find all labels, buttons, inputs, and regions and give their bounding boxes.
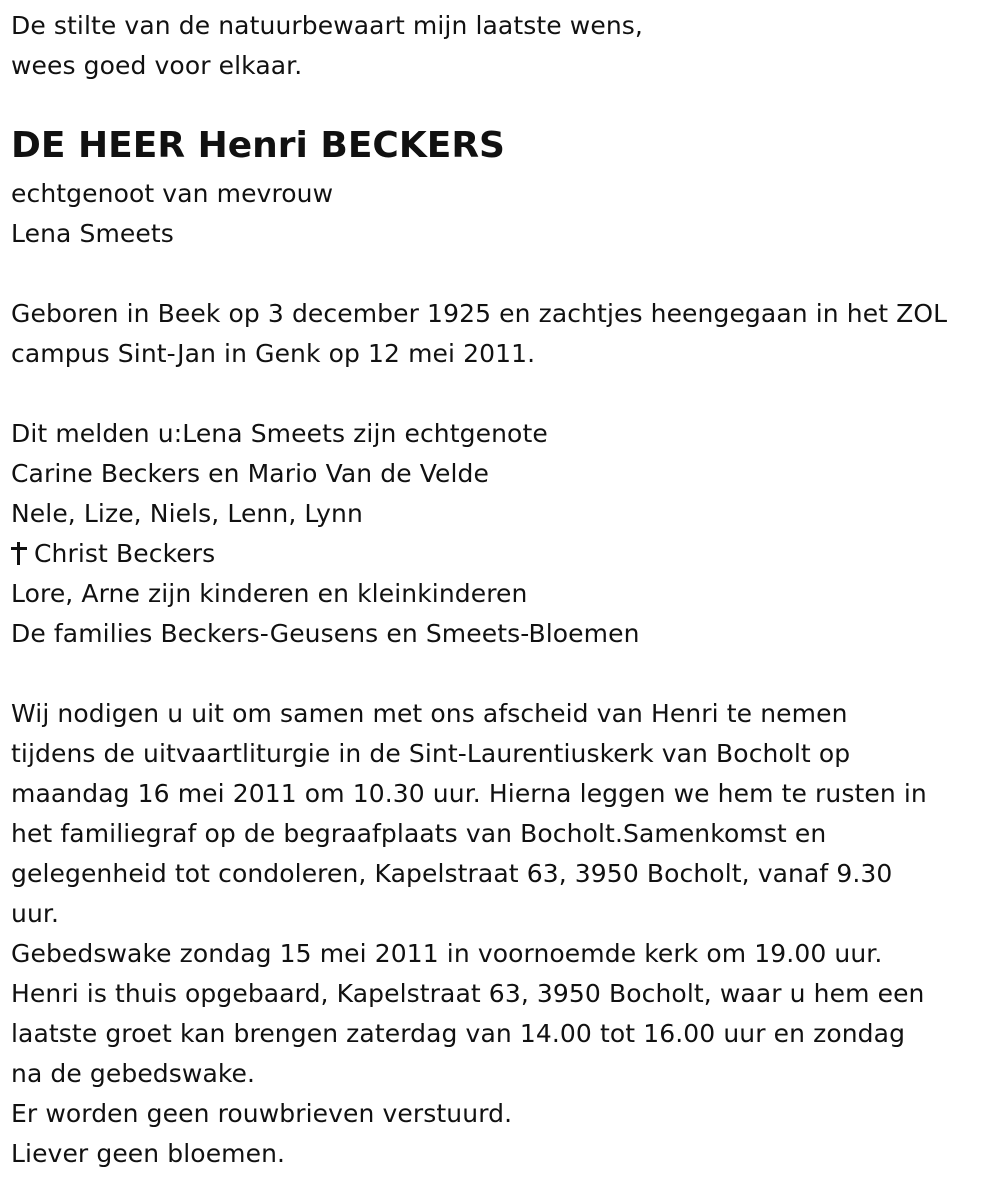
family-line: Nele, Lize, Niels, Lenn, Lynn bbox=[11, 499, 363, 528]
family-line-deceased bbox=[11, 534, 640, 574]
birth-line: Geboren in Beek op 3 december 1925 en zachtjes heengegaan in het ZOL bbox=[11, 299, 948, 328]
birth-death-info bbox=[11, 294, 947, 374]
family-line: Dit melden u:Lena Smeets zijn echtgenote bbox=[11, 419, 548, 448]
opening-quote bbox=[11, 6, 643, 86]
birth-line: campus Sint-Jan in Genk op 12 mei 2011. bbox=[11, 339, 536, 368]
spouse-line: echtgenoot van mevrouw bbox=[11, 179, 334, 208]
invitation-line: Er worden geen rouwbrieven verstuurd. bbox=[11, 1099, 513, 1128]
spouse-name: Lena Smeets bbox=[11, 219, 174, 248]
deceased-name: DE HEER Henri BECKERS bbox=[11, 125, 505, 166]
invitation-line: na de gebedswake. bbox=[11, 1059, 256, 1088]
family-line: Carine Beckers en Mario Van de Velde bbox=[11, 459, 490, 488]
invitation-line: laatste groet kan brengen zaterdag van 14.00 tot 16.00 uur en zondag bbox=[11, 1019, 906, 1048]
invitation-line: tijdens de uitvaartliturgie in de Sint-Laurentiuskerk van Bocholt op bbox=[11, 739, 851, 768]
quote-line: De stilte van de natuurbewaart mijn laatste wens, bbox=[11, 11, 643, 40]
invitation-line: Wij nodigen u uit om samen met ons afscheid van Henri te nemen bbox=[11, 699, 848, 728]
invitation-line: Liever geen bloemen. bbox=[11, 1139, 286, 1168]
invitation-line: Gebedswake zondag 15 mei 2011 in voornoemde kerk om 19.00 uur. bbox=[11, 939, 883, 968]
deceased-relative-name: Christ Beckers bbox=[34, 539, 216, 568]
invitation-line: maandag 16 mei 2011 om 10.30 uur. Hierna leggen we hem te rusten in bbox=[11, 779, 927, 808]
funeral-invitation bbox=[11, 694, 927, 1174]
cross-icon bbox=[11, 541, 27, 565]
invitation-line: gelegenheid tot condoleren, Kapelstraat 63, 3950 Bocholt, vanaf 9.30 bbox=[11, 859, 893, 888]
invitation-line: uur. bbox=[11, 899, 60, 928]
family-announcement bbox=[11, 414, 640, 654]
invitation-line: het familiegraf op de begraafplaats van Bocholt.Samenkomst en bbox=[11, 819, 827, 848]
spouse-info bbox=[11, 174, 333, 254]
invitation-line: Henri is thuis opgebaard, Kapelstraat 63, 3950 Bocholt, waar u hem een bbox=[11, 979, 925, 1008]
family-line: De families Beckers-Geusens en Smeets-Bloemen bbox=[11, 619, 640, 648]
quote-line: wees goed voor elkaar. bbox=[11, 51, 303, 80]
family-line: Lore, Arne zijn kinderen en kleinkinderen bbox=[11, 579, 528, 608]
